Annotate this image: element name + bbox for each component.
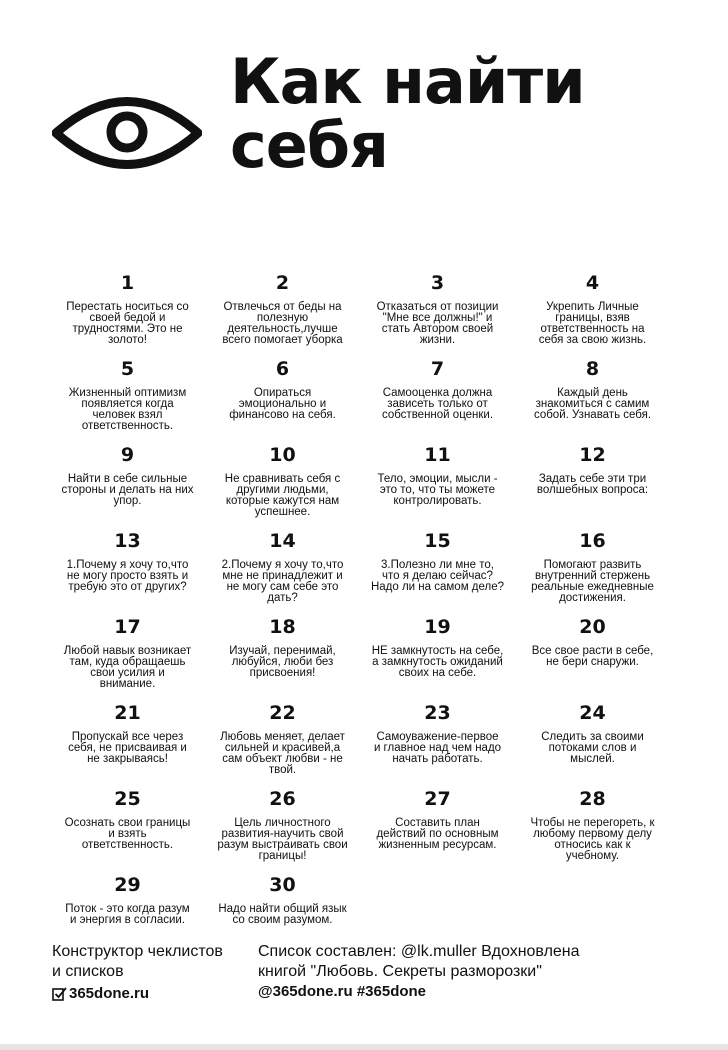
item-number: 27 [424, 788, 451, 810]
item-number: 6 [275, 358, 290, 380]
item-number: 9 [120, 444, 135, 466]
item-text: Любой навык возникает там, куда обращаешь свои усилия и внимание. [63, 645, 192, 690]
page-title: Как найти себя [230, 45, 585, 182]
checklist-item [360, 442, 515, 528]
item-text: Не сравнивать себя с другими людьми, которые кажутся нам успешнее. [224, 473, 341, 518]
checklist-item [360, 528, 515, 614]
item-text: Чтобы не перегореть, к любому первому делу относись как к учебному. [530, 817, 655, 862]
item-text: Задать себе эти три волшебных вопроса: [536, 473, 649, 496]
checklist-item [360, 356, 515, 442]
checklist-item [515, 700, 670, 786]
item-text: Составить план действий по основным жизненным ресурсам. [376, 817, 499, 851]
checklist-item [360, 614, 515, 700]
checklist-item [205, 356, 360, 442]
item-number: 30 [269, 874, 296, 896]
item-text: 1.Почему я хочу то,что не могу просто взять и требую это от других? [66, 559, 189, 593]
checklist-item [50, 700, 205, 786]
checklist-item [50, 270, 205, 356]
checklist-item [50, 356, 205, 442]
item-number: 22 [269, 702, 296, 724]
checklist-item [205, 442, 360, 528]
item-text: НЕ замкнутость на себе, а замкнутость ожиданий своих на себе. [371, 645, 504, 679]
checklist-item [205, 786, 360, 872]
item-number: 5 [120, 358, 135, 380]
item-text: Изучай, перенимай, любуйся, люби без присвоения! [229, 645, 336, 679]
bottom-divider [0, 1044, 728, 1050]
item-text: Перестать носиться со своей бедой и трудностями. Это не золото! [66, 301, 189, 346]
checklist-item [205, 700, 360, 786]
item-text: Надо найти общий язык со своим разумом. [218, 903, 347, 926]
item-number: 16 [579, 530, 606, 552]
item-text: Любовь меняет, делает сильней и красивей,а сам объект любви - не твой. [220, 731, 345, 776]
checklist-item [50, 786, 205, 872]
checklist-item [50, 528, 205, 614]
item-text: 2.Почему я хочу то,что мне не принадлежит и не могу сам себе это дать? [221, 559, 344, 604]
item-number: 29 [114, 874, 141, 896]
checklist-item [515, 786, 670, 872]
footer-brand [52, 942, 223, 1004]
item-text: Поток - это когда разум и энергия в согласии. [65, 903, 190, 926]
item-text: Отвлечься от беды на полезную деятельность,лучше всего помогает уборка [222, 301, 343, 346]
checklist-item [50, 614, 205, 700]
item-number: 1 [120, 272, 135, 294]
footer-credits [258, 942, 580, 1002]
checklist-item [360, 270, 515, 356]
item-number: 7 [430, 358, 445, 380]
item-number: 18 [269, 616, 296, 638]
item-text: Цель личностного развития-научить свой разум выстраивать свои границы! [217, 817, 348, 862]
item-number: 19 [424, 616, 451, 638]
checklist-item [205, 614, 360, 700]
site-link-label: 365done.ru [69, 985, 150, 1002]
item-number: 23 [424, 702, 451, 724]
checklist-item [205, 270, 360, 356]
item-text: Самоуважение-первое и главное над чем надо начать работать. [373, 731, 502, 765]
item-number: 21 [114, 702, 141, 724]
item-text: Пропускай все через себя, не присваивая и не закрываясь! [68, 731, 187, 765]
item-number: 4 [585, 272, 600, 294]
checklist-item [360, 700, 515, 786]
item-text: Отказаться от позиции "Мне все должны!" и стать Автором своей жизни. [376, 301, 499, 346]
checklist-item [50, 442, 205, 528]
site-link[interactable] [52, 984, 223, 1004]
checklist-grid [50, 270, 670, 958]
checkbox-icon [52, 987, 67, 1001]
checklist-item [515, 442, 670, 528]
item-text: Найти в себе сильные стороны и делать на них упор. [61, 473, 194, 507]
checklist-item [205, 528, 360, 614]
checklist-item [515, 528, 670, 614]
item-text: Осознать свои границы и взять ответственность. [64, 817, 191, 851]
item-number: 15 [424, 530, 451, 552]
credits-text: Список составлен: @lk.muller Вдохновлена книгой "Любовь. Секреты разморозки" [258, 943, 580, 980]
item-number: 12 [579, 444, 606, 466]
item-number: 28 [579, 788, 606, 810]
item-number: 17 [114, 616, 141, 638]
item-number: 11 [424, 444, 451, 466]
item-number: 2 [275, 272, 290, 294]
item-text: Опираться эмоционально и финансово на себя. [229, 387, 336, 421]
eye-icon [52, 92, 202, 174]
checklist-item [515, 356, 670, 442]
item-text: Все свое расти в себе, не бери снаружи. [531, 645, 654, 668]
checklist-item [515, 614, 670, 700]
item-number: 14 [269, 530, 296, 552]
item-number: 24 [579, 702, 606, 724]
item-text: 3.Полезно ли мне то, что я делаю сейчас? Надо ли на самом деле? [370, 559, 505, 593]
item-text: Помогают развить внутренний стержень реальные ежедневные достижения. [531, 559, 654, 604]
item-number: 8 [585, 358, 600, 380]
checklist-item [515, 270, 670, 356]
item-text: Жизненный оптимизм появляется когда человек взял ответственность. [68, 387, 187, 432]
item-text: Каждый день знакомиться с самим собой. Узнавать себя. [533, 387, 652, 421]
hashtags: @365done.ru #365done [258, 983, 427, 1000]
brand-tagline: Конструктор чеклистов и списков [52, 943, 223, 980]
item-text: Укрепить Личные границы, взяв ответственность на себя за свою жизнь. [538, 301, 647, 346]
item-text: Следить за своими потоками слов и мыслей. [541, 731, 644, 765]
checklist-item [360, 786, 515, 872]
item-number: 10 [269, 444, 296, 466]
item-number: 13 [114, 530, 141, 552]
item-number: 26 [269, 788, 296, 810]
item-text: Тело, эмоции, мысли - это то, что ты можете контролировать. [377, 473, 498, 507]
item-number: 20 [579, 616, 606, 638]
item-number: 3 [430, 272, 445, 294]
item-text: Самооценка должна зависеть только от собственной оценки. [381, 387, 494, 421]
item-number: 25 [114, 788, 141, 810]
